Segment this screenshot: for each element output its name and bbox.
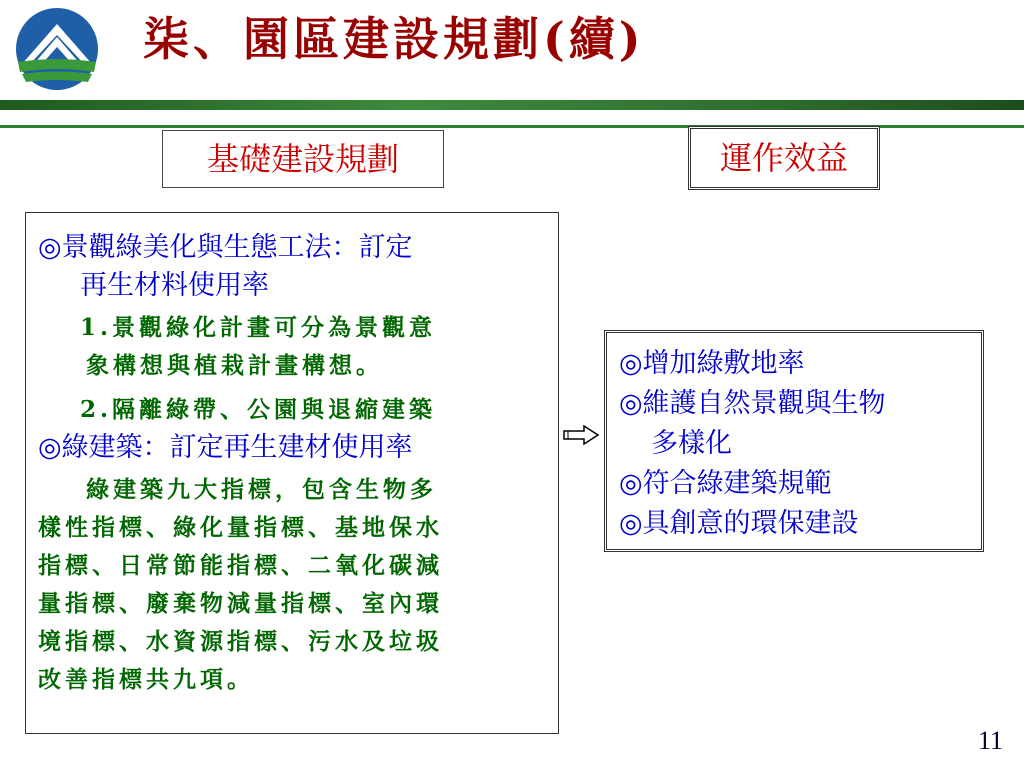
green-building-para-3: 指標、日常節能指標、二氧化碳減 — [38, 552, 443, 579]
benefits-heading: 運作效益 — [688, 126, 880, 190]
page-title: 柒、園區建設規劃(續) — [143, 12, 645, 66]
right-arrow-icon — [562, 424, 600, 446]
infrastructure-panel — [25, 212, 559, 734]
green-building-para-6: 改善指標共九項。 — [38, 666, 254, 693]
green-building-para-2: 樣性指標、綠化量指標、基地保水 — [38, 514, 443, 541]
benefit-item-2-cont: 多樣化 — [651, 428, 732, 459]
sub-item-2: 2.隔離綠帶、公園與退縮建築 — [80, 396, 437, 423]
green-building-item: ◎綠建築：訂定再生建材使用率 — [38, 432, 413, 463]
benefit-item-1: ◎增加綠敷地率 — [619, 348, 805, 379]
sub-item-1-cont: 象構想與植栽計畫構想。 — [86, 352, 383, 379]
sub-item-1: 1.景觀綠化計畫可分為景觀意 — [80, 314, 437, 341]
benefits-panel — [604, 330, 984, 552]
green-building-para-1: 綠建築九大指標，包含生物多 — [86, 476, 437, 503]
green-building-para-5: 境指標、水資源指標、污水及垃圾 — [38, 628, 443, 655]
landscape-item: ◎景觀綠美化與生態工法：訂定 — [38, 232, 413, 263]
benefit-item-2: ◎維護自然景觀與生物 — [619, 388, 886, 419]
logo-icon — [14, 6, 100, 92]
infrastructure-heading: 基礎建設規劃 — [162, 130, 444, 188]
landscape-item-cont: 再生材料使用率 — [80, 270, 269, 301]
green-building-para-4: 量指標、廢棄物減量指標、室內環 — [38, 590, 443, 617]
benefit-item-3: ◎符合綠建築規範 — [619, 468, 832, 499]
benefit-item-4: ◎具創意的環保建設 — [619, 508, 859, 539]
page-number: 11 — [978, 726, 1004, 755]
header-divider-thick — [0, 100, 1024, 110]
